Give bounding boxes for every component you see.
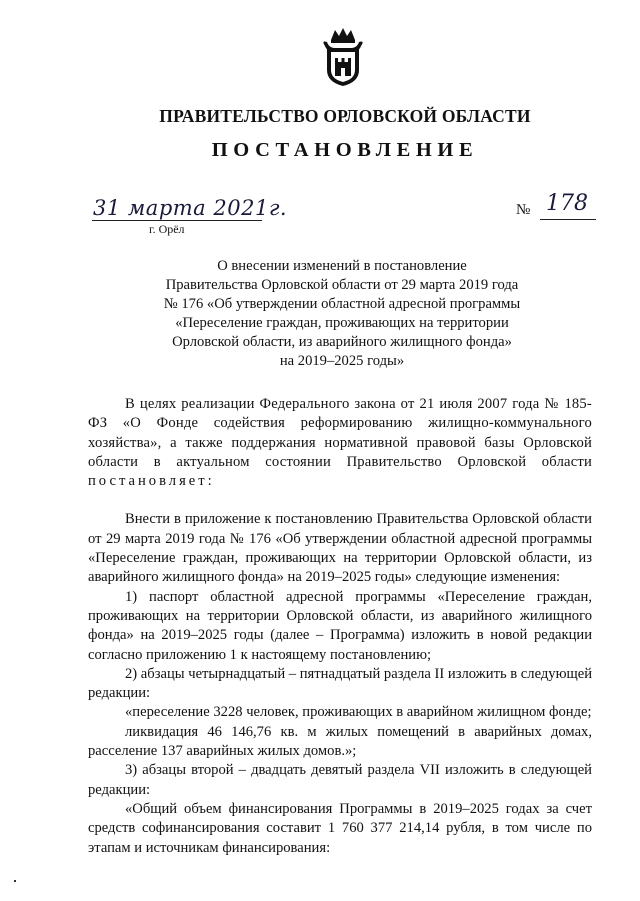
- document-title: [140, 257, 544, 371]
- title-line: О внесении изменений в постановление: [217, 258, 467, 274]
- city-label: г. Орёл: [149, 222, 185, 236]
- title-line: на 2019–2025 годы»: [279, 353, 405, 369]
- body-paragraph: 1) паспорт областной адресной программы «Переселение граждан, проживающих на территории Орловской области, из аварийного жилищного фонда» на 2019–2025 годы (далее – Программа) изложить в новой редакции согласно приложению 1 к настоящему постановлению;: [88, 588, 592, 663]
- title-line: «Переселение граждан, проживающих на территории: [175, 315, 509, 331]
- body-paragraph: 2) абзацы четырнадцатый – пятнадцатый раздела II изложить в следующей редакции:: [88, 665, 592, 702]
- title-line: Правительства Орловской области от 29 марта 2019 года: [165, 277, 519, 293]
- number-sign: №: [516, 202, 531, 218]
- body-paragraph: 3) абзацы второй – двадцать девятый раздела VII изложить в следующей редакции:: [88, 762, 592, 798]
- body-paragraph: «Общий объем финансирования Программы в 2019–2025 годах за счет средств софинансирования составит 1 760 377 214,14 рубля, в том числе по этапам и источникам финансирования:: [88, 800, 592, 856]
- handwritten-date: 31 марта 2021г.: [93, 196, 288, 220]
- government-heading: ПРАВИТЕЛЬСТВО ОРЛОВСКОЙ ОБЛАСТИ: [159, 106, 531, 126]
- decree-heading: ПОСТАНОВЛЕНИЕ: [211, 139, 479, 161]
- preamble-paragraph: [88, 395, 592, 491]
- title-line: № 176 «Об утверждении областной адресной программы: [163, 296, 521, 312]
- scan-speck: [14, 880, 16, 882]
- document-body: [88, 395, 592, 858]
- date-underline: [92, 220, 262, 221]
- preamble-end: постановляет:: [88, 473, 215, 490]
- handwritten-number: 178: [546, 191, 588, 216]
- title-line: Орловской области, из аварийного жилищного фонда»: [172, 334, 512, 350]
- body-paragraph: Внести в приложение к постановлению Правительства Орловской области от 29 марта 2019 года № 176 «Об утверждении областной адресной программы «Переселение граждан, проживающих на территории Орловской области, из аварийного жилищного фонда» на 2019–2025 годы» следующие изменения:: [88, 511, 592, 586]
- number-underline: [540, 219, 596, 220]
- orel-region-coat-of-arms-icon: [321, 26, 365, 88]
- body-paragraph: «переселение 3228 человек, проживающих в аварийном жилищном фонде;: [125, 704, 592, 721]
- body-paragraph: ликвидация 46 146,76 кв. м жилых помещений в аварийных домах, расселение 137 аварийных жилых домов.»;: [88, 723, 592, 760]
- preamble-text: В целях реализации Федерального закона от 21 июля 2007 года № 185-ФЗ «О Фонде содействия реформированию жилищно-коммунального хозяйства», а также поддержания нормативной правовой базы Орловской области в актуальном состоянии Правительство Орловской области: [88, 396, 592, 470]
